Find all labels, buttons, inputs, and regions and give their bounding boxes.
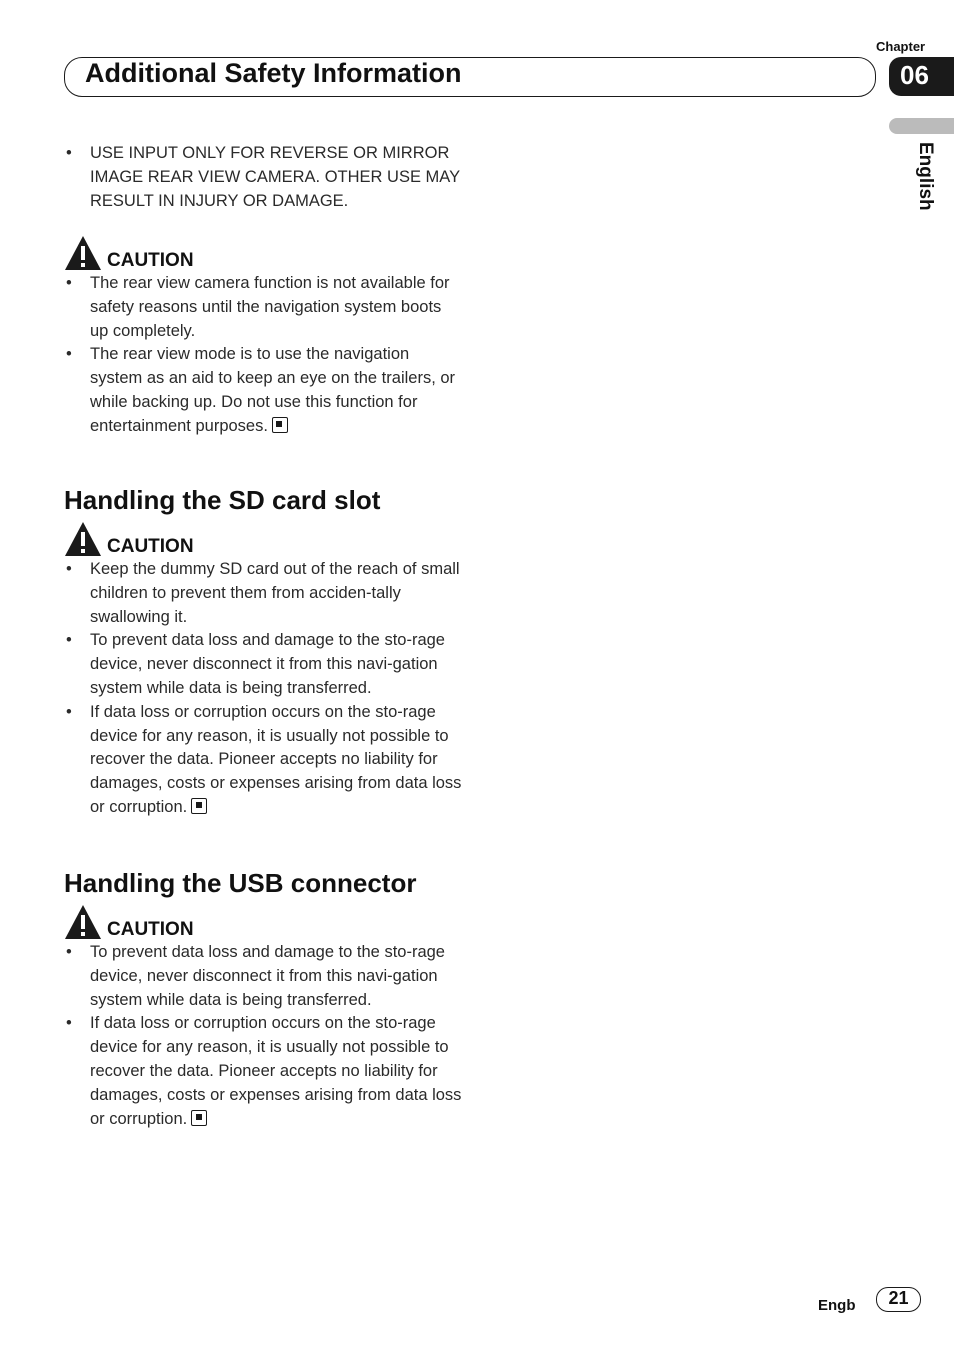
page-title: Additional Safety Information [85,58,462,88]
language-tab [889,118,954,134]
end-mark-icon [191,798,207,814]
caution-label: CAUTION [107,919,194,940]
usb-section [64,868,464,1131]
section-title-usb: Handling the USB connector [64,868,417,898]
warning-icon [64,904,102,940]
usb-caution-list [64,941,464,1131]
intro-list [64,142,464,213]
rear-caution-list [64,272,464,439]
sd-caution-list [64,558,464,820]
warning-icon [64,235,102,271]
rear-caution-block [64,233,464,439]
list-item: • To prevent data loss and damage to the sto-rage device, never disconnect it from this navi-gation system while data is being transferred. [66,943,445,1009]
footer-language-code: Engb [818,1297,856,1314]
list-item: • If data loss or corruption occurs on the sto-rage device for any reason, it is usually not possible to recover the data. Pioneer accepts no liability for damages, costs or expenses arising from data loss or corruption. [66,702,462,816]
list-item: • The rear view mode is to use the navigation system as an aid to keep an eye on the trailers, or while backing up. Do not use this function for entertainment purposes. [66,345,456,435]
list-item: • USE INPUT ONLY FOR REVERSE OR MIRROR IMAGE REAR VIEW CAMERA. OTHER USE MAY RESULT IN INJURY OR DAMAGE. [66,144,460,210]
end-mark-icon [272,417,288,433]
list-item: • If data loss or corruption occurs on the sto-rage device for any reason, it is usually not possible to recover the data. Pioneer accepts no liability for damages, costs or expenses arising from data loss or corruption. [66,1014,462,1128]
list-item: • To prevent data loss and damage to the sto-rage device, never disconnect it from this navi-gation system while data is being transferred. [66,631,445,697]
list-item: • The rear view camera function is not available for safety reasons until the navigation system boots up completely. [66,274,450,340]
language-label: English [915,142,936,211]
end-mark-icon [191,1110,207,1126]
caution-heading [64,233,464,271]
intro-block [64,142,464,213]
page-number: 21 [876,1287,921,1312]
list-item: • Keep the dummy SD card out of the reach of small children to prevent them from acciden-tally swallowing it. [66,560,460,626]
warning-icon [64,521,102,557]
section-title-sd: Handling the SD card slot [64,485,381,515]
chapter-label: Chapter [876,39,926,54]
chapter-number: 06 [900,60,929,90]
caution-heading [64,902,464,940]
sd-section [64,485,464,820]
caution-label: CAUTION [107,536,194,557]
caution-label: CAUTION [107,250,194,271]
caution-heading [64,519,464,557]
